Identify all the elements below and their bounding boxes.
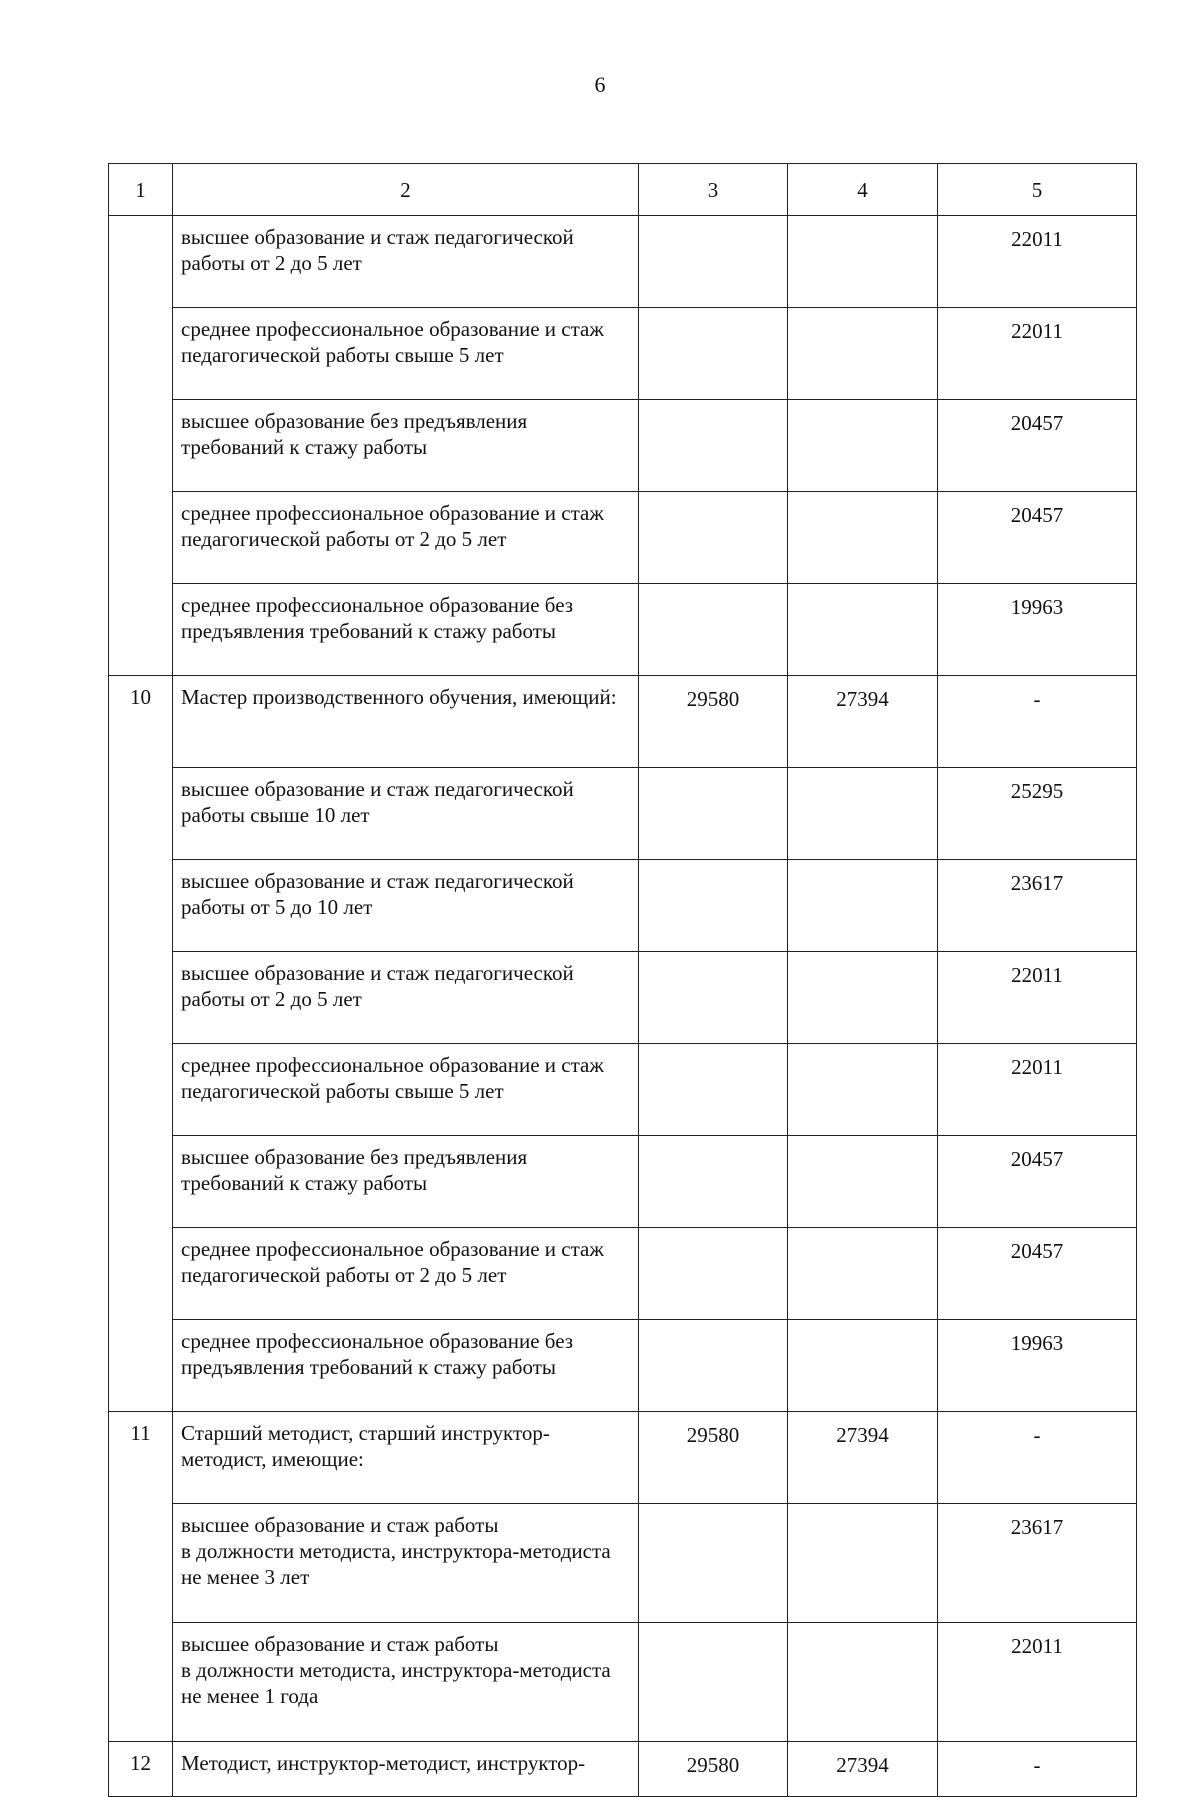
position-cell bbox=[173, 1504, 639, 1623]
salary-cell: 22011 bbox=[938, 216, 1137, 308]
col4-cell bbox=[788, 952, 938, 1044]
table-row bbox=[109, 1504, 1137, 1623]
col3-cell bbox=[639, 1136, 788, 1228]
col4-cell bbox=[788, 584, 938, 676]
position-cell: высшее образование и стаж педагогической работы свыше 10 лет bbox=[173, 768, 639, 860]
header-col-3: 3 bbox=[639, 164, 788, 216]
col3-cell bbox=[639, 1320, 788, 1412]
col4-cell bbox=[788, 308, 938, 400]
salary-cell: 20457 bbox=[938, 1136, 1137, 1228]
col3-cell bbox=[639, 1044, 788, 1136]
position-cell: высшее образование и стаж педагогической работы от 2 до 5 лет bbox=[173, 952, 639, 1044]
col3-cell bbox=[639, 492, 788, 584]
row-number-cell: 10 bbox=[109, 676, 173, 1412]
table-row bbox=[109, 584, 1137, 676]
row-number-cell bbox=[109, 216, 173, 676]
col4-cell: 27394 bbox=[788, 1742, 938, 1797]
salary-cell: 22011 bbox=[938, 1044, 1137, 1136]
col4-cell bbox=[788, 1228, 938, 1320]
col4-cell bbox=[788, 860, 938, 952]
position-line: в должности методиста, инструктора-методиста не менее 1 года bbox=[181, 1658, 611, 1708]
table-row bbox=[109, 768, 1137, 860]
table-row bbox=[109, 1044, 1137, 1136]
position-cell: среднее профессиональное образование без предъявления требований к стажу работы bbox=[173, 584, 639, 676]
position-cell: Мастер производственного обучения, имеющий: bbox=[173, 676, 639, 768]
header-row bbox=[109, 164, 1137, 216]
salary-cell: 22011 bbox=[938, 952, 1137, 1044]
salary-cell: 20457 bbox=[938, 492, 1137, 584]
salary-cell: - bbox=[938, 676, 1137, 768]
col4-cell bbox=[788, 1136, 938, 1228]
position-cell: высшее образование без предъявления требований к стажу работы bbox=[173, 400, 639, 492]
table-row bbox=[109, 1623, 1137, 1742]
salary-cell: 22011 bbox=[938, 1623, 1137, 1742]
col4-cell bbox=[788, 768, 938, 860]
position-cell: среднее профессиональное образование и стаж педагогической работы от 2 до 5 лет bbox=[173, 1228, 639, 1320]
header-col-2: 2 bbox=[173, 164, 639, 216]
position-cell: среднее профессиональное образование и стаж педагогической работы свыше 5 лет bbox=[173, 1044, 639, 1136]
col3-cell: 29580 bbox=[639, 676, 788, 768]
position-cell: высшее образование и стаж педагогической работы от 2 до 5 лет bbox=[173, 216, 639, 308]
col3-cell bbox=[639, 1504, 788, 1623]
col3-cell bbox=[639, 860, 788, 952]
col3-cell bbox=[639, 768, 788, 860]
col3-cell bbox=[639, 1623, 788, 1742]
table-row bbox=[109, 216, 1137, 308]
col4-cell bbox=[788, 1623, 938, 1742]
table-row bbox=[109, 952, 1137, 1044]
row-number-cell: 12 bbox=[109, 1742, 173, 1797]
position-cell: среднее профессиональное образование и стаж педагогической работы свыше 5 лет bbox=[173, 308, 639, 400]
table-row bbox=[109, 860, 1137, 952]
salary-cell: 19963 bbox=[938, 1320, 1137, 1412]
salary-cell: 22011 bbox=[938, 308, 1137, 400]
page-number: 6 bbox=[594, 72, 606, 97]
table-row bbox=[109, 1320, 1137, 1412]
salary-cell: 23617 bbox=[938, 860, 1137, 952]
header-col-4: 4 bbox=[788, 164, 938, 216]
col4-cell bbox=[788, 216, 938, 308]
position-cell: высшее образование без предъявления требований к стажу работы bbox=[173, 1136, 639, 1228]
position-cell: высшее образование и стаж педагогической работы от 5 до 10 лет bbox=[173, 860, 639, 952]
salary-cell: 23617 bbox=[938, 1504, 1137, 1623]
col3-cell bbox=[639, 1228, 788, 1320]
table-row bbox=[109, 400, 1137, 492]
col3-cell bbox=[639, 584, 788, 676]
col4-cell bbox=[788, 400, 938, 492]
col4-cell: 27394 bbox=[788, 1412, 938, 1504]
position-cell bbox=[173, 1623, 639, 1742]
header-col-5: 5 bbox=[938, 164, 1137, 216]
salary-cell: 19963 bbox=[938, 584, 1137, 676]
table-row-main bbox=[109, 1412, 1137, 1504]
position-line: высшее образование и стаж работы bbox=[181, 1632, 499, 1656]
table-row bbox=[109, 1228, 1137, 1320]
salary-cell: - bbox=[938, 1742, 1137, 1797]
col3-cell bbox=[639, 400, 788, 492]
position-line: в должности методиста, инструктора-методиста не менее 3 лет bbox=[181, 1539, 611, 1589]
position-cell: Старший методист, старший инструктор-методист, имеющие: bbox=[173, 1412, 639, 1504]
table-row bbox=[109, 308, 1137, 400]
salary-cell: - bbox=[938, 1412, 1137, 1504]
col4-cell bbox=[788, 1044, 938, 1136]
salary-cell: 20457 bbox=[938, 400, 1137, 492]
col3-cell bbox=[639, 308, 788, 400]
position-cell: среднее профессиональное образование без предъявления требований к стажу работы bbox=[173, 1320, 639, 1412]
position-cell: среднее профессиональное образование и стаж педагогической работы от 2 до 5 лет bbox=[173, 492, 639, 584]
col4-cell bbox=[788, 492, 938, 584]
col4-cell bbox=[788, 1504, 938, 1623]
col4-cell: 27394 bbox=[788, 676, 938, 768]
col4-cell bbox=[788, 1320, 938, 1412]
row-number-cell: 11 bbox=[109, 1412, 173, 1742]
col3-cell bbox=[639, 216, 788, 308]
position-cell: Методист, инструктор-методист, инструктор- bbox=[173, 1742, 639, 1797]
table-row-main bbox=[109, 1742, 1137, 1797]
salary-table bbox=[108, 163, 1137, 1797]
table-row bbox=[109, 492, 1137, 584]
col3-cell: 29580 bbox=[639, 1412, 788, 1504]
salary-cell: 20457 bbox=[938, 1228, 1137, 1320]
col3-cell bbox=[639, 952, 788, 1044]
salary-cell: 25295 bbox=[938, 768, 1137, 860]
table-row bbox=[109, 1136, 1137, 1228]
header-col-1: 1 bbox=[109, 164, 173, 216]
table-row-main bbox=[109, 676, 1137, 768]
position-line: высшее образование и стаж работы bbox=[181, 1513, 499, 1537]
col3-cell: 29580 bbox=[639, 1742, 788, 1797]
